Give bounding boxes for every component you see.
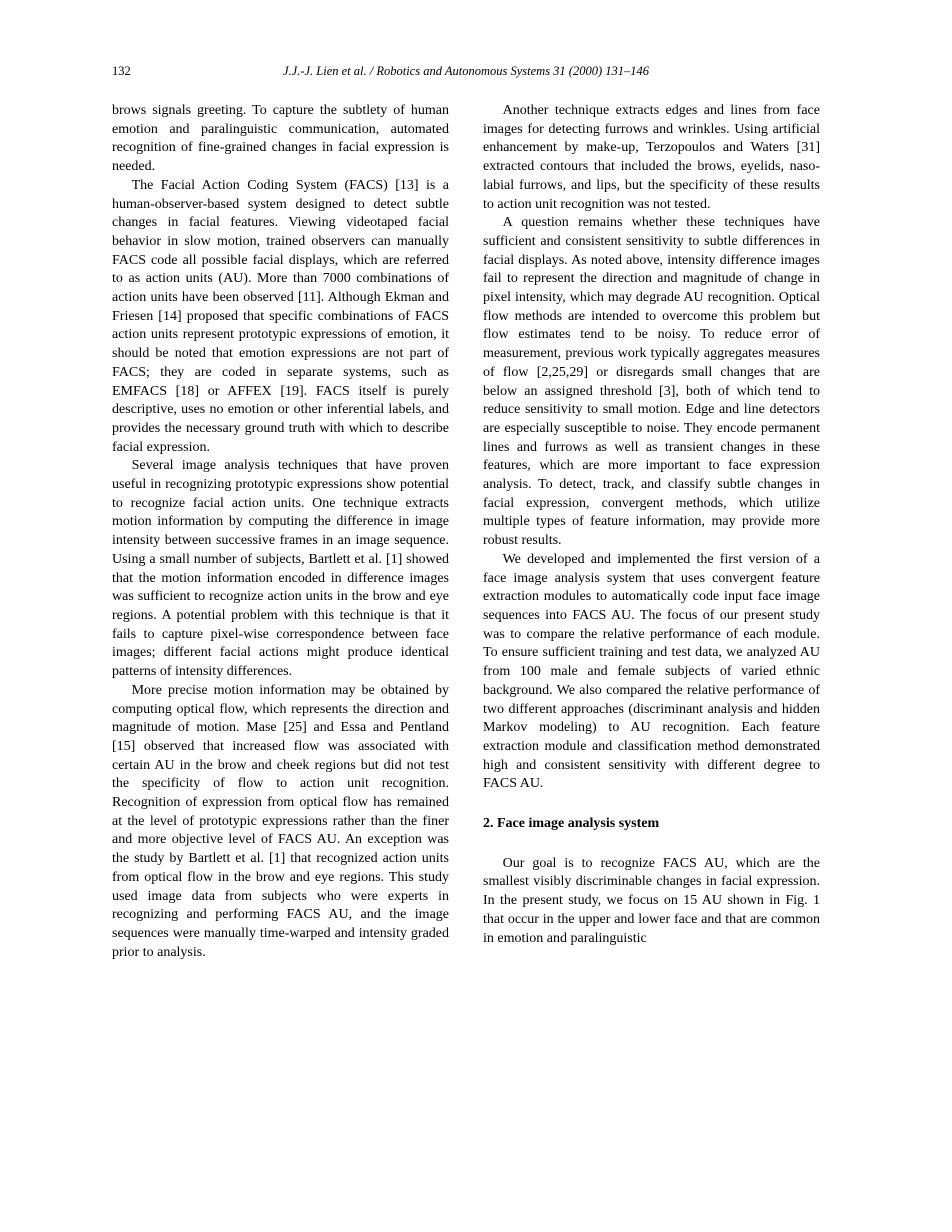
paragraph: Several image analysis techniques that have proven useful in recognizing prototypic expressions show potential to recognize facial action units. One technique extracts motion information by computing the difference in image intensity between successive frames in an image sequence. Using a small number of subjects, Bartlett et al. [1] showed that the motion information encoded in difference images was sufficient to recognize action units in the brow and eye regions. A potential problem with this technique is that it fails to capture pixel-wise correspondence between face images; different facial actions might produce identical patterns of intensity differences. xyxy=(112,458,449,680)
right-column xyxy=(483,102,820,948)
paragraph: Another technique extracts edges and lines from face images for detecting furrows and wrinkles. Using artificial enhancement by make-up, Terzopoulos and Waters [31] extracted contours that included the brows, eyelids, naso-labial furrows, and lips, but the specificity of these results to action unit recognition was not tested. xyxy=(483,103,820,212)
paragraph: More precise motion information may be obtained by computing optical flow, which represents the direction and magnitude of motion. Mase [25] and Essa and Pentland [15] observed that increased flow was associated with certain AU in the brow and cheek regions but did not test the specificity of flow to action unit recognition. Recognition of expression from optical flow has remained at the level of prototypic expressions rather than the finer and more objective level of FACS AU. An exception was the study by Bartlett et al. [1] that recognized action units from optical flow in the brow and eye regions. This study used image data from subjects who were experts in recognizing and performing FACS AU, and the image sequences were manually time-warped and intensity graded prior to analysis. xyxy=(112,682,449,960)
paragraph: Our goal is to recognize FACS AU, which are the smallest visibly discriminable changes in facial expression. In the present study, we focus on 15 AU shown in Fig. 1 that occur in the upper and lower face and that are common in emotion and paralinguistic xyxy=(483,855,820,946)
section-heading: 2. Face image analysis system xyxy=(483,816,660,832)
paragraph: A question remains whether these techniques have sufficient and consistent sensitivity to subtle differences in facial displays. As noted above, intensity difference images fail to represent the direction and magnitude of change in pixel intensity, which may degrade AU recognition. Optical flow methods are intended to overcome this problem but flow estimates tend to be noisy. To reduce error of measurement, previous work typically aggregates measures of flow [2,25,29] or disregards small changes that are below an assigned threshold [3], both of which tend to reduce sensitivity to small motion. Edge and line detectors are especially susceptible to noise. They encode permanent lines and furrows as well as transient changes in these features, which are more important to face expression analysis. To detect, track, and classify subtle changes in facial expression, convergent methods, which utilize multiple types of feature information, may provide more robust results. xyxy=(483,215,820,549)
left-column xyxy=(112,102,449,962)
paragraph: The Facial Action Coding System (FACS) [13] is a human-observer-based system designed to detect subtle changes in facial features. Viewing videotaped facial behavior in slow motion, trained observers can manually FACS code all possible facial displays, which are referred to as action units (AU). More than 7000 combinations of action units have been observed [11]. Although Ekman and Friesen [14] proposed that specific combinations of FACS action units represent prototypic expressions of emotion, it should be noted that emotion expressions are not part of FACS; they are coded in separate systems, such as EMFACS [18] or AFFEX [19]. FACS itself is purely descriptive, uses no emotion or other inferential labels, and provides the necessary ground truth with which to describe facial expression. xyxy=(112,177,449,455)
running-title: J.J.-J. Lien et al. / Robotics and Autonomous Systems 31 (2000) 131–146 xyxy=(282,64,650,78)
page-header xyxy=(112,62,820,80)
paragraph: We developed and implemented the first version of a face image analysis system that uses convergent feature extraction modules to automatically code input face image sequences into FACS AU. The focus of our present study was to compare the relative performance of each module. To ensure sufficient training and test data, we analyzed AU from 100 male and female subjects of varied ethnic background. We also compared the relative performance of two different approaches (discriminant analysis and hidden Markov modeling) to AU recognition. Each feature extraction module and classification method demonstrated high and consistent sensitivity with different degree to FACS AU. xyxy=(483,551,820,792)
paragraph: brows signals greeting. To capture the subtlety of human emotion and paralinguistic communication, automated recognition of fine-grained changes in facial expression is needed. xyxy=(112,103,449,175)
page-number: 132 xyxy=(112,64,131,78)
